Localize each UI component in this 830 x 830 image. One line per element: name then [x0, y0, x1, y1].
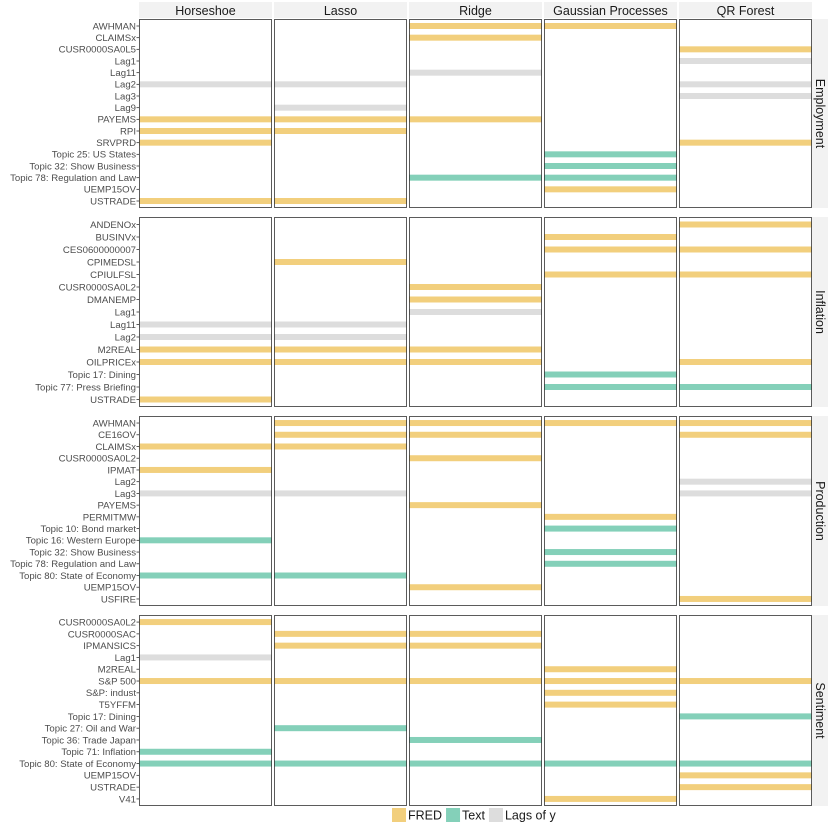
- legend-entry-text: [446, 808, 485, 823]
- facet-sentiment-gaussian-processes: [544, 615, 677, 806]
- bar-cusr0000sac: [274, 631, 407, 637]
- bar-awhman: [409, 420, 542, 426]
- facet-background: [679, 217, 812, 407]
- y-tick-label: SRVPRD: [96, 138, 136, 150]
- y-tick-label: AWHMAN: [92, 418, 136, 430]
- bar-s-p-500: [544, 678, 677, 684]
- bar-lag3: [679, 490, 812, 496]
- bar-cpiulfsl: [679, 272, 812, 278]
- bar-andenox: [679, 222, 812, 228]
- bar-lag11: [274, 322, 407, 328]
- bar-s-p-500: [409, 678, 542, 684]
- facet-production-ridge: [409, 416, 542, 606]
- bar-topic-25-us-states: [544, 151, 677, 157]
- column-title: Lasso: [323, 4, 358, 18]
- y-tick-label: CPIMEDSL: [86, 257, 136, 269]
- facet-employment-qr-forest: [679, 19, 812, 208]
- bar-topic-32-show-business: [544, 163, 677, 169]
- y-tick-label: CPIULFSL: [90, 269, 136, 281]
- bar-oilpricex: [679, 359, 812, 365]
- bar-uemp15ov: [679, 772, 812, 778]
- bar-topic-27-oil-and-war: [274, 725, 407, 731]
- row-strip-label: Employment: [813, 78, 827, 149]
- bar-lag1: [139, 654, 272, 660]
- facet-production-lasso: [274, 416, 407, 606]
- y-tick-label: Topic 36: Trade Japan: [41, 735, 136, 747]
- bar-cusr0000sa0l2: [409, 284, 542, 290]
- y-tick-label: UEMP15OV: [83, 184, 136, 196]
- bar-m2real: [274, 347, 407, 353]
- facet-employment-lasso: [274, 19, 407, 208]
- y-tick-label: M2REAL: [97, 664, 136, 676]
- y-tick-label: Topic 17: Dining: [67, 711, 136, 723]
- y-tick-label: M2REAL: [97, 344, 136, 356]
- bar-ustrade: [274, 198, 407, 204]
- y-tick-label: Lag11: [110, 68, 136, 80]
- y-tick-label: V41: [118, 794, 136, 806]
- facet-employment-horseshoe: [139, 19, 272, 208]
- bar-lag1: [409, 309, 542, 315]
- bar-ipmansics: [409, 643, 542, 649]
- bar-ce16ov: [274, 432, 407, 438]
- bar-lag2: [274, 81, 407, 87]
- bar-m2real: [139, 347, 272, 353]
- bar-claimsx: [274, 443, 407, 449]
- facet-background: [544, 416, 677, 606]
- bar-uemp15ov: [544, 186, 677, 192]
- y-tick-label: Topic 32: Show Business: [29, 547, 136, 559]
- facet-background: [274, 19, 407, 208]
- y-tick-label: UEMP15OV: [83, 770, 136, 782]
- bar-m2real: [544, 666, 677, 672]
- y-tick-label: Topic 17: Dining: [67, 369, 136, 381]
- bar-topic-16-western-europe: [139, 537, 272, 543]
- bar-awhman: [679, 420, 812, 426]
- y-tick-label: Topic 80: State of Economy: [19, 758, 136, 770]
- legend-key: [446, 808, 460, 822]
- column-strip-ridge: [409, 2, 542, 18]
- facet-inflation-ridge: [409, 217, 542, 407]
- bar-srvprd: [679, 140, 812, 146]
- bar-awhman: [409, 23, 542, 29]
- y-tick-label: USFIRE: [100, 594, 136, 606]
- y-tick-label: BUSINVx: [95, 232, 136, 244]
- y-tick-label: Topic 32: Show Business: [29, 161, 136, 173]
- bar-cpiulfsl: [544, 272, 677, 278]
- bar-topic-10-bond-market: [544, 526, 677, 532]
- facet-employment-ridge: [409, 19, 542, 208]
- facet-inflation-qr-forest: [679, 217, 812, 407]
- bar-rpi: [274, 128, 407, 134]
- y-tick-label: Lag3: [114, 91, 136, 103]
- y-tick-label: Topic 10: Bond market: [40, 523, 136, 535]
- bar-topic-80-state-of-economy: [274, 761, 407, 767]
- y-tick-label: CLAIMSx: [95, 33, 136, 45]
- bar-claimsx: [409, 35, 542, 41]
- legend-key: [392, 808, 406, 822]
- bar-payems: [409, 116, 542, 122]
- bar-topic-77-press-briefing: [544, 384, 677, 390]
- y-tick-label: CUSR0000SA0L5: [58, 44, 136, 56]
- bar-ustrade: [679, 784, 812, 790]
- bar-awhman: [544, 23, 677, 29]
- facet-background: [544, 217, 677, 407]
- facet-sentiment-qr-forest: [679, 615, 812, 806]
- panel-employment: [10, 19, 828, 208]
- bar-lag2: [139, 334, 272, 340]
- bar-dmanemp: [409, 297, 542, 303]
- row-strip-label: Inflation: [813, 290, 827, 334]
- facet-sentiment-lasso: [274, 615, 407, 806]
- facet-background: [679, 416, 812, 606]
- column-title: Gaussian Processes: [553, 4, 668, 18]
- y-tick-label: AWHMAN: [92, 21, 136, 33]
- bar-cpimedsl: [274, 259, 407, 265]
- bar-ce16ov: [679, 432, 812, 438]
- bar-ces0600000007: [679, 247, 812, 253]
- y-tick-label: Lag2: [114, 332, 136, 344]
- y-tick-label: Topic 80: State of Economy: [19, 570, 136, 582]
- y-tick-label: Lag1: [114, 56, 136, 68]
- y-tick-label: Lag3: [114, 488, 136, 500]
- y-tick-label: UEMP15OV: [83, 582, 136, 594]
- bar-lag2: [679, 479, 812, 485]
- panel-production: [10, 416, 828, 606]
- facet-inflation-horseshoe: [139, 217, 272, 407]
- y-tick-label: USTRADE: [90, 196, 136, 208]
- bar-lag11: [409, 70, 542, 76]
- y-tick-label: USTRADE: [90, 394, 136, 406]
- row-strip-label: Sentiment: [813, 682, 827, 739]
- column-title: QR Forest: [716, 4, 775, 18]
- bar-uemp15ov: [409, 584, 542, 590]
- bar-lag2: [139, 81, 272, 87]
- bar-v41: [544, 796, 677, 802]
- legend-entry-fred: [392, 808, 442, 823]
- bar-topic-78-regulation-and-law: [409, 175, 542, 181]
- bar-ustrade: [139, 198, 272, 204]
- y-tick-label: IPMAT: [107, 465, 136, 477]
- y-tick-label: CUSR0000SA0L2: [58, 617, 136, 629]
- bar-topic-71-inflation: [139, 749, 272, 755]
- bar-topic-17-dining: [544, 372, 677, 378]
- bar-topic-80-state-of-economy: [679, 761, 812, 767]
- bar-usfire: [679, 596, 812, 602]
- y-tick-label: CUSR0000SA0L2: [58, 453, 136, 465]
- bar-lag3: [139, 490, 272, 496]
- bar-ustrade: [139, 397, 272, 403]
- facet-employment-gaussian-processes: [544, 19, 677, 208]
- column-strip-lasso: [274, 2, 407, 18]
- y-tick-label: PAYEMS: [97, 500, 136, 512]
- y-tick-label: OILPRICEx: [86, 357, 136, 369]
- bar-lag3: [679, 93, 812, 99]
- bar-claimsx: [139, 443, 272, 449]
- column-strip-qr-forest: [679, 2, 812, 18]
- y-tick-label: Topic 27: Oil and War: [44, 723, 136, 735]
- bar-topic-36-trade-japan: [409, 737, 542, 743]
- bar-srvprd: [139, 140, 272, 146]
- y-tick-label: S&P 500: [98, 676, 136, 688]
- y-tick-label: CLAIMSx: [95, 441, 136, 453]
- facet-background: [139, 19, 272, 208]
- bar-t5yffm: [544, 702, 677, 708]
- facet-background: [409, 416, 542, 606]
- y-tick-label: Lag2: [114, 477, 136, 489]
- y-tick-label: T5YFFM: [98, 700, 136, 712]
- bar-m2real: [409, 347, 542, 353]
- bar-ce16ov: [409, 432, 542, 438]
- bar-topic-78-regulation-and-law: [544, 175, 677, 181]
- bar-lag2: [679, 81, 812, 87]
- column-title: Ridge: [459, 4, 492, 18]
- facet-production-qr-forest: [679, 416, 812, 606]
- bar-oilpricex: [274, 359, 407, 365]
- facet-background: [139, 217, 272, 407]
- bar-topic-80-state-of-economy: [274, 573, 407, 579]
- bar-topic-80-state-of-economy: [139, 761, 272, 767]
- y-tick-label: USTRADE: [90, 782, 136, 794]
- bar-permitmw: [544, 514, 677, 520]
- bar-oilpricex: [139, 359, 272, 365]
- bar-lag1: [679, 58, 812, 64]
- y-tick-label: Topic 16: Western Europe: [25, 535, 136, 547]
- facet-production-gaussian-processes: [544, 416, 677, 606]
- bar-topic-77-press-briefing: [679, 384, 812, 390]
- y-tick-label: PERMITMW: [82, 512, 136, 524]
- bar-awhman: [544, 420, 677, 426]
- y-tick-label: Lag1: [114, 307, 136, 319]
- y-tick-label: DMANEMP: [86, 294, 136, 306]
- bar-cusr0000sa0l2: [139, 619, 272, 625]
- bar-payems: [409, 502, 542, 508]
- bar-businvx: [544, 234, 677, 240]
- row-strip-label: Production: [813, 481, 827, 541]
- bar-topic-80-state-of-economy: [409, 761, 542, 767]
- legend: [392, 808, 556, 823]
- bar-ipmansics: [274, 643, 407, 649]
- bar-topic-32-show-business: [544, 549, 677, 555]
- y-tick-label: Topic 77: Press Briefing: [35, 382, 136, 394]
- y-tick-label: RPI: [120, 126, 136, 138]
- y-tick-label: Lag2: [114, 79, 136, 91]
- facet-background: [274, 217, 407, 407]
- bar-cusr0000sa0l2: [409, 455, 542, 461]
- legend-label: Text: [462, 808, 485, 823]
- bar-lag9: [274, 105, 407, 111]
- legend-key: [489, 808, 503, 822]
- column-title: Horseshoe: [175, 4, 236, 18]
- bar-topic-80-state-of-economy: [139, 573, 272, 579]
- y-tick-label: CES0600000007: [62, 244, 136, 256]
- y-tick-label: PAYEMS: [97, 114, 136, 126]
- y-tick-label: Lag11: [110, 319, 136, 331]
- y-tick-label: Lag1: [114, 652, 136, 664]
- bar-s-p-500: [139, 678, 272, 684]
- bar-s-p-500: [274, 678, 407, 684]
- bar-cusr0000sac: [409, 631, 542, 637]
- bar-lag3: [274, 490, 407, 496]
- bar-awhman: [274, 420, 407, 426]
- bar-topic-78-regulation-and-law: [544, 561, 677, 567]
- legend-entry-lags-of-y: [489, 808, 556, 823]
- y-tick-label: Topic 25: US States: [51, 149, 136, 161]
- y-tick-label: S&P: indust: [85, 688, 136, 700]
- y-tick-label: Lag9: [114, 103, 136, 115]
- bar-rpi: [139, 128, 272, 134]
- facet-inflation-lasso: [274, 217, 407, 407]
- bar-topic-80-state-of-economy: [544, 761, 677, 767]
- bar-lag2: [274, 334, 407, 340]
- y-tick-label: Topic 71: Inflation: [61, 747, 136, 759]
- bar-payems: [139, 116, 272, 122]
- y-tick-label: Topic 78: Regulation and Law: [10, 173, 136, 185]
- legend-label: FRED: [408, 808, 443, 823]
- column-strip-horseshoe: [139, 2, 272, 18]
- bar-s-p-indust: [544, 690, 677, 696]
- y-tick-label: Topic 78: Regulation and Law: [10, 559, 136, 571]
- bar-lag11: [139, 322, 272, 328]
- y-tick-label: ANDENOx: [90, 219, 136, 231]
- facet-sentiment-horseshoe: [139, 615, 272, 806]
- facet-sentiment-ridge: [409, 615, 542, 806]
- bar-ipmat: [139, 467, 272, 473]
- facet-background: [139, 615, 272, 806]
- bar-payems: [274, 116, 407, 122]
- y-tick-label: CUSR0000SA0L2: [58, 282, 136, 294]
- facet-background: [544, 615, 677, 806]
- panel-sentiment: [19, 615, 828, 806]
- facet-production-horseshoe: [139, 416, 272, 606]
- bar-cusr0000sa0l5: [679, 46, 812, 52]
- bar-s-p-500: [679, 678, 812, 684]
- y-tick-label: IPMANSICS: [83, 641, 136, 653]
- bar-oilpricex: [409, 359, 542, 365]
- column-strip-gaussian-processes: [544, 2, 677, 18]
- panel-inflation: [35, 217, 828, 407]
- facet-inflation-gaussian-processes: [544, 217, 677, 407]
- legend-label: Lags of y: [504, 808, 556, 823]
- y-tick-label: CUSR0000SAC: [67, 629, 136, 641]
- y-tick-label: CE16OV: [98, 430, 136, 442]
- bar-topic-17-dining: [679, 713, 812, 719]
- bar-ces0600000007: [544, 247, 677, 253]
